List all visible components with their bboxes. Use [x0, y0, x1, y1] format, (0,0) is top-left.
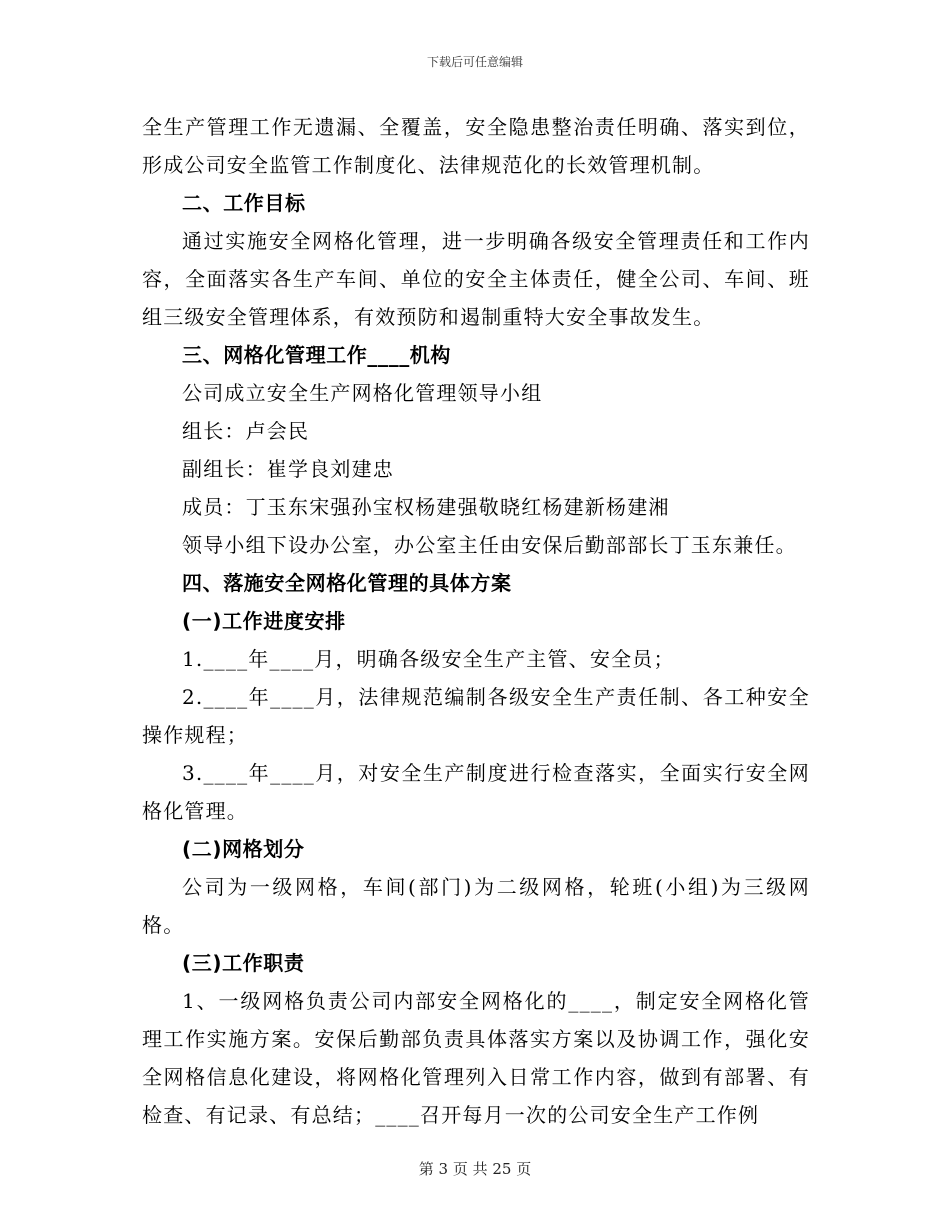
schedule-item-3: 3.____年____月，对安全生产制度进行检查落实，全面实行安全网格化管理。	[142, 761, 810, 823]
page-footer: 第 3 页 共 25 页	[418, 1160, 532, 1178]
section-heading-organization: 三、网格化管理工作____机构	[182, 343, 451, 367]
paragraph-office: 领导小组下设办公室，办公室主任由安保后勤部部长丁玉东兼任。	[182, 533, 797, 557]
paragraph-goals: 通过实施安全网格化管理，进一步明确各级安全管理责任和工作内容，全面落实各生产车间、单位的安全主体责任，健全公司、车间、班组三级安全管理体系，有效预防和遏制重特大安全事故发生。	[142, 229, 810, 329]
header-note: 下载后可任意编辑	[426, 55, 523, 69]
paragraph-leadership-group: 公司成立安全生产网格化管理领导小组	[182, 381, 543, 405]
paragraph-group-leader: 组长：卢会民	[182, 419, 310, 443]
schedule-item-1: 1.____年____月，明确各级安全生产主管、安全员；	[182, 647, 675, 671]
subsection-heading-grid-division: (二)网格划分	[182, 837, 305, 861]
paragraph-deputy-leader: 副组长：崔学良刘建忠	[182, 457, 394, 481]
paragraph-duties-1: 1、一级网格负责公司内部安全网格化的____，制定安全网格化管理工作实施方案。安保后勤部负责具体落实方案以及协调工作，强化安全网格信息化建设，将网格化管理列入日常工作内容，做到有部署、有检查、有记录、有总结；____召开每月一次的公司安全生产工作例	[142, 989, 810, 1127]
subsection-heading-duties: (三)工作职责	[182, 951, 305, 975]
paragraph-continued: 全生产管理工作无遗漏、全覆盖，安全隐患整治责任明确、落实到位，形成公司安全监管工作制度化、法律规范化的长效管理机制。	[142, 115, 810, 177]
paragraph-grid-division: 公司为一级网格，车间(部门)为二级网格，轮班(小组)为三级网格。	[142, 875, 810, 937]
paragraph-members: 成员：丁玉东宋强孙宝权杨建强敬晓红杨建新杨建湘	[182, 495, 670, 519]
subsection-heading-schedule: (一)工作进度安排	[182, 609, 346, 633]
document-body	[142, 108, 810, 1134]
section-heading-plan: 四、落施安全网格化管理的具体方案	[182, 571, 512, 595]
schedule-item-2: 2.____年____月，法律规范编制各级安全生产责任制、各工种安全操作规程；	[142, 685, 810, 747]
section-heading-goals: 二、工作目标	[182, 191, 306, 215]
